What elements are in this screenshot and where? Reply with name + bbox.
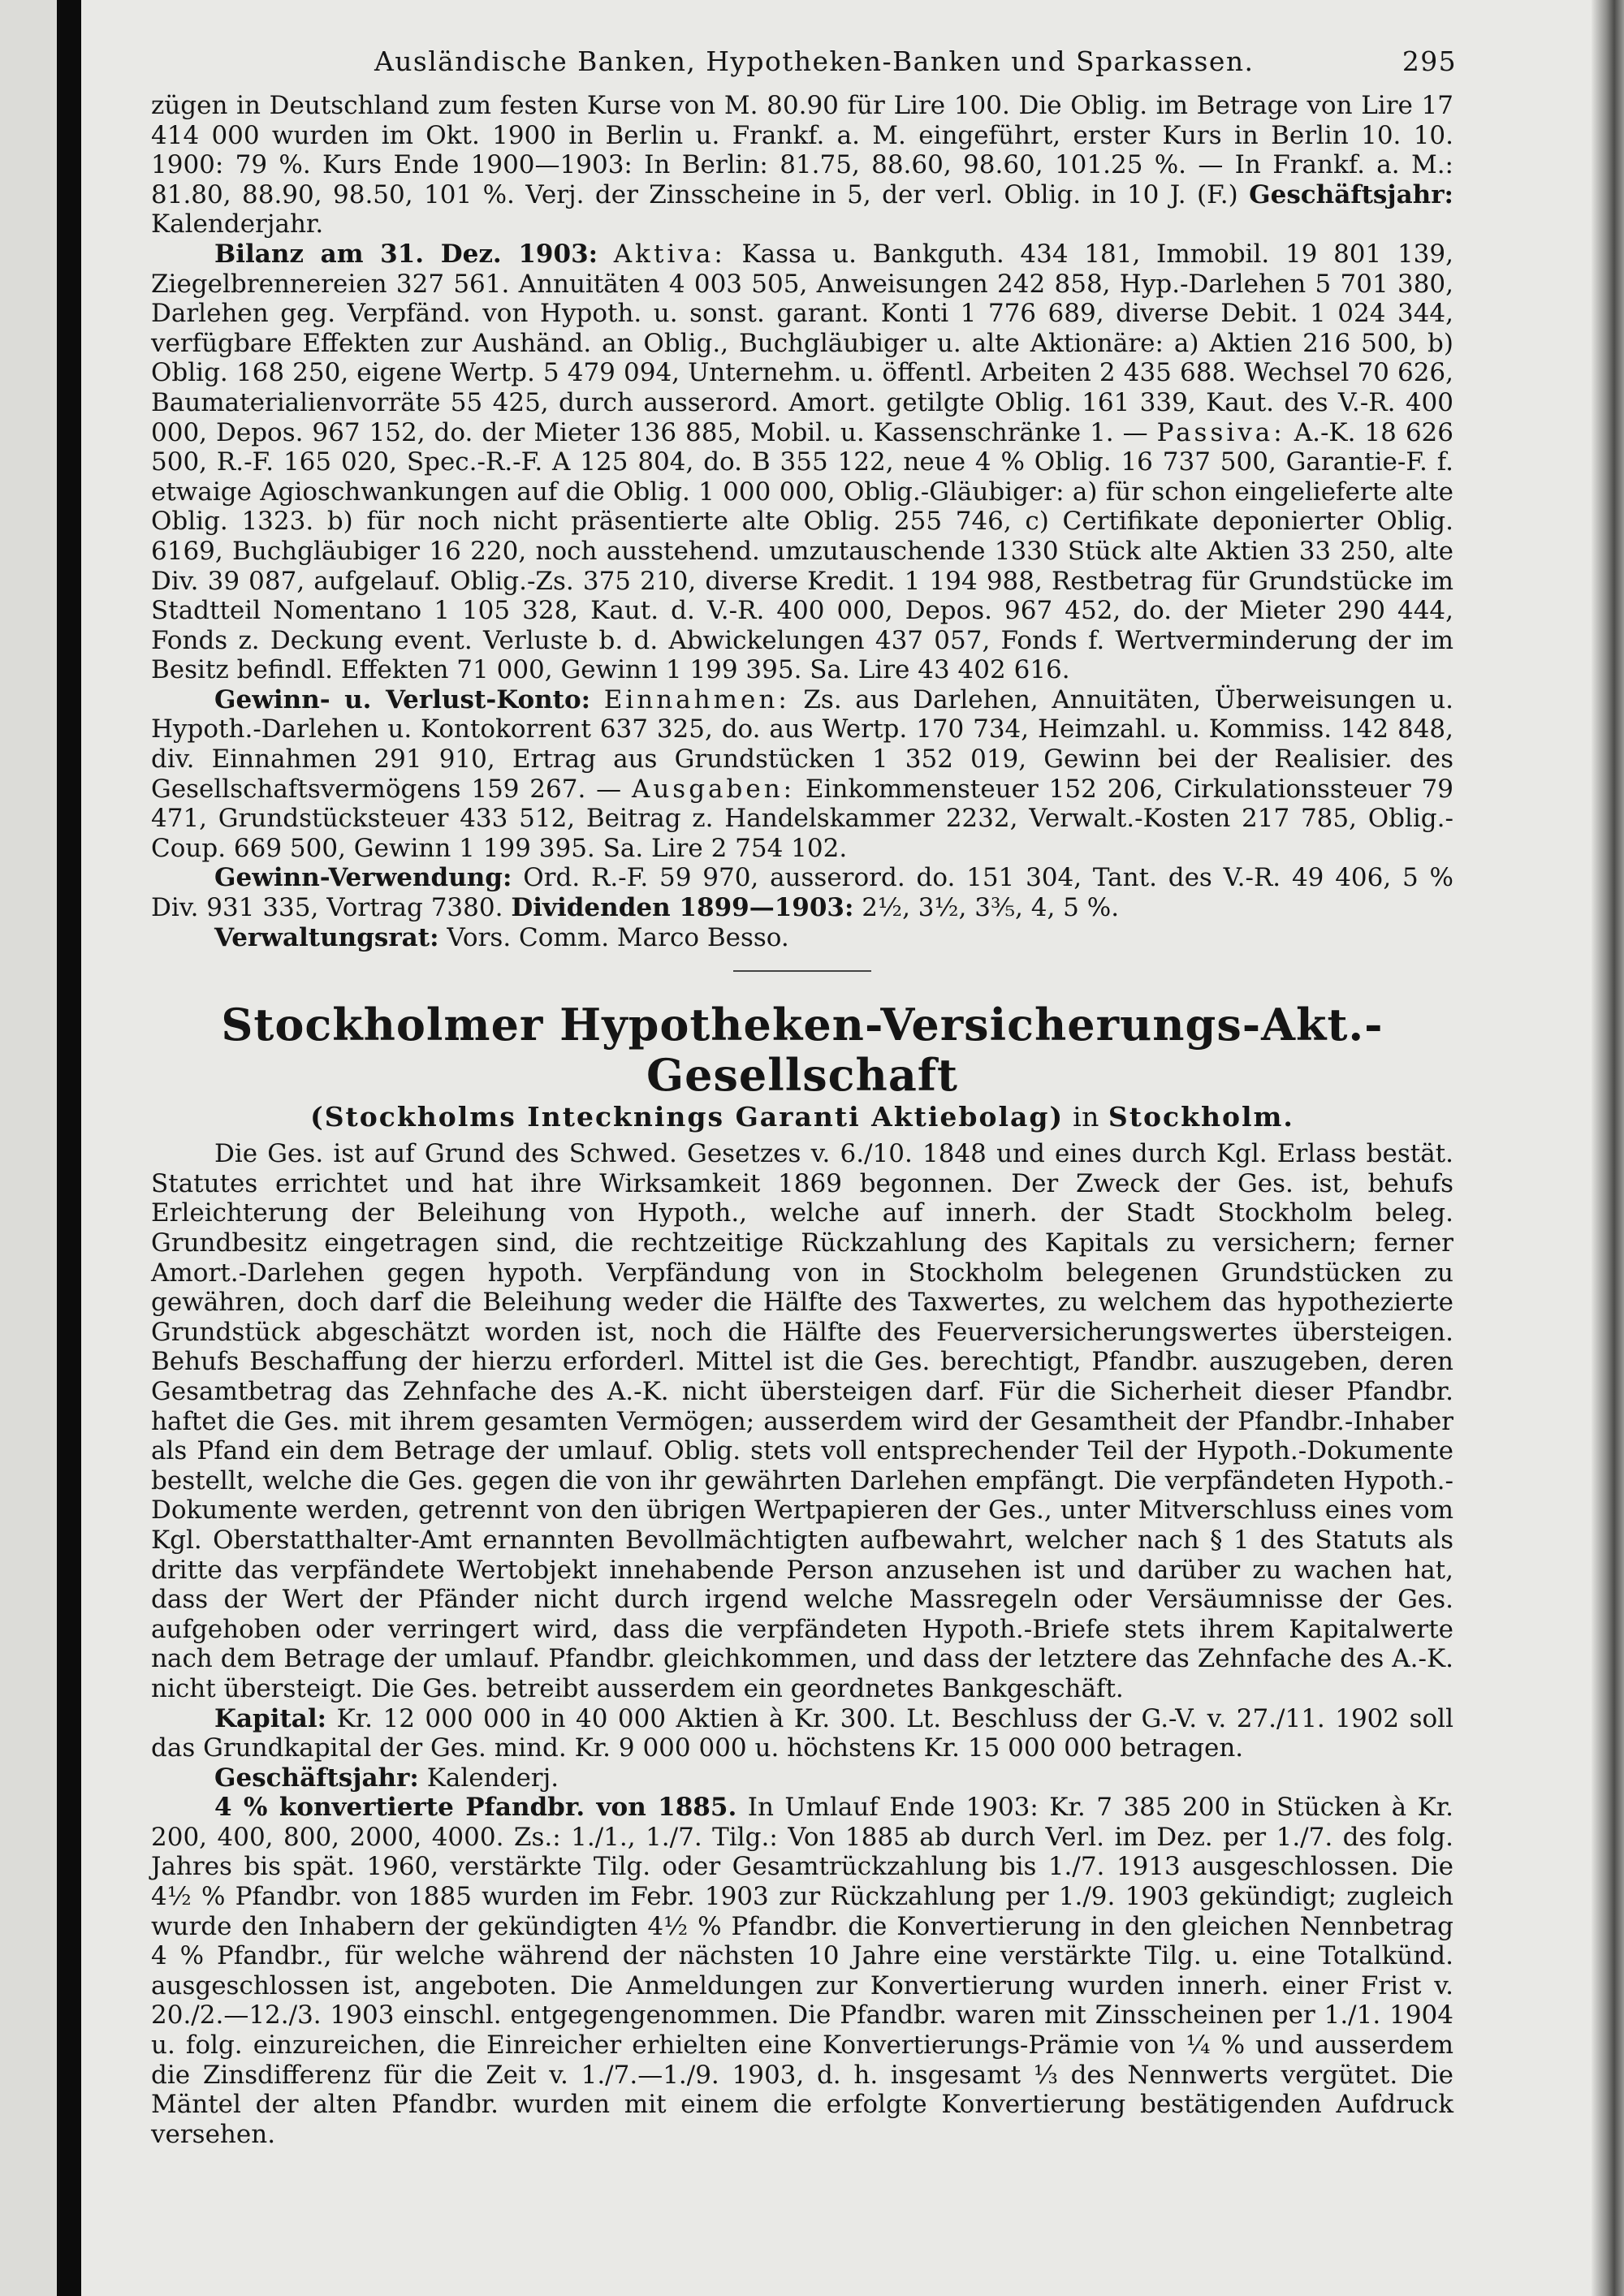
capital-paragraph: Kapital: Kr. 12 000 000 in 40 000 Aktien à Kr. 300. Lt. Beschluss der G.-V. v. 27./11. 1902 soll das Grundkapital der Ges. mind. Kr. 9 000 000 u. höchstens Kr. 15 000 000 betragen. bbox=[151, 1703, 1453, 1763]
capital-label: Kapital: bbox=[214, 1703, 327, 1733]
aktiva-label: Aktiva: bbox=[613, 239, 726, 269]
page-number: 295 bbox=[1402, 45, 1457, 77]
page-header bbox=[151, 45, 1457, 91]
book-gutter bbox=[57, 0, 81, 2296]
entry-italian-bank bbox=[151, 91, 1453, 952]
profit-loss-paragraph: Gewinn- u. Verlust-Konto: Einnahmen: Zs. aus Darlehen, Annuitäten, Überweisungen u. Hypoth.-Darlehen u. Kontokorrent 637 325, do. aus Wertp. 170 734, Heimzahl. u. Kommiss. 142 848, div. Einnahmen 291 910, Ertrag aus Grundstücken 1 352 019, Gewinn bei der Realisier. des Gesellschaftsvermögens 159 267. — Ausgaben: Einkommensteuer 152 206, Cirkulationssteuer 79 471, Grundstücksteuer 433 512, Beitrag z. Handelskammer 2232, Verwalt.-Kosten 217 785, Oblig.-Coup. 669 500, Gewinn 1 199 395. Sa. Lire 2 754 102. bbox=[151, 684, 1454, 863]
passiva-label: Passiva: bbox=[1156, 417, 1285, 447]
profit-loss-label: Gewinn- u. Verlust-Konto: bbox=[214, 684, 591, 714]
entry-stockholm-company bbox=[151, 999, 1453, 2149]
ausgaben-label: Ausgaben: bbox=[631, 774, 796, 804]
company-subtitle: (Stockholms Intecknings Garanti Aktiebolag) in Stockholm. bbox=[310, 1101, 1294, 1133]
einnahmen-label: Einnahmen: bbox=[603, 684, 790, 714]
running-head: Ausländische Banken, Hypotheken-Banken und Sparkassen. bbox=[374, 45, 1255, 77]
section-divider bbox=[733, 970, 871, 972]
fiscal-year-label: Geschäftsjahr: bbox=[214, 1763, 419, 1793]
fiscal-year-label: Geschäftsjahr: bbox=[1249, 179, 1453, 209]
fiscal-year-paragraph: Geschäftsjahr: Kalenderj. bbox=[214, 1763, 559, 1793]
balance-label: Bilanz am 31. Dez. 1903: bbox=[214, 239, 598, 269]
previous-page-edge bbox=[0, 0, 57, 2296]
bond-label: 4 % konvertierte Pfandbr. von 1885. bbox=[214, 1793, 737, 1823]
page-edge-shadow bbox=[1592, 0, 1624, 2296]
profit-use-label: Gewinn-Verwendung: bbox=[214, 863, 512, 893]
profit-use-paragraph: Gewinn-Verwendung: Ord. R.-F. 59 970, ausserord. do. 151 304, Tant. des V.-R. 49 406, 5 % Div. 931 335, Vortrag 7380. Dividenden 1899—1903: 2½, 3½, 3⅗, 4, 5 %. bbox=[151, 863, 1453, 923]
dividends-label: Dividenden 1899—1903: bbox=[511, 893, 854, 923]
fiscal-year-value: Kalenderjahr. bbox=[151, 209, 324, 240]
bond-paragraph: 4 % konvertierte Pfandbr. von 1885. In Umlauf Ende 1903: Kr. 7 385 200 in Stücken à Kr. 200, 400, 800, 2000, 4000. Zs.: 1./1., 1./7. Tilg.: Von 1885 ab durch Verl. im Dez. per 1./7. des folg. Jahres bis spät. 1960, verstärkte Tilg. oder Gesamtrückzahlung bis 1./7. 1913 ausgeschlossen. Die 4½ % Pfandbr. von 1885 wurden im Febr. 1903 zur Rückzahlung per 1./9. 1903 gekündigt; zugleich wurde den Inhabern der gekündigten 4½ % Pfandbr. die Konvertierung in den gleichen Nennbetrag 4 % Pfandbr., für welche während der nächsten 10 Jahre eine verstärkte Tilg. u. eine Totalkünd. ausgeschlossen ist, angeboten. Die Anmeldungen zur Konvertierung wurden innerh. einer Frist v. 20./2.—12./3. 1903 einschl. entgegengenommen. Die Pfandbr. waren mit Zinsscheinen per 1./1. 1904 u. folg. einzureichen, die Einreicher erhielten eine Konvertierungs-Prämie von ¼ % und ausserdem die Zinsdifferenz für die Zeit v. 1./7.—1./9. 1903, d. h. insgesamt ⅓ des Nennwerts vergütet. Die Mäntel der alten Pfandbr. wurden mit einem die erfolgte Konvertierung bestätigenden Aufdruck versehen. bbox=[151, 1793, 1454, 2149]
board-paragraph: Verwaltungsrat: Vors. Comm. Marco Besso. bbox=[214, 922, 789, 952]
balance-sheet-paragraph: Bilanz am 31. Dez. 1903: Aktiva: Kassa u. Bankguth. 434 181, Immobil. 19 801 139, Ziegelbrennereien 327 561. Annuitäten 4 003 505, Anweisungen 242 858, Hyp.-Darlehen 5 701 380, Darlehen geg. Verpfänd. von Hypoth. u. sonst. garant. Konti 1 776 689, diverse Debit. 1 024 344, verfügbare Effekten zur Aushänd. an Oblig., Buchgläubiger u. alte Aktionäre: a) Aktien 216 500, b) Oblig. 168 250, eigene Wertp. 5 479 094, Unternehm. u. öffentl. Arbeiten 2 435 688. Wechsel 70 626, Baumaterialienvorräte 55 425, durch ausserord. Amort. getilgte Oblig. 161 339, Kaut. des V.-R. 400 000, Depos. 967 152, do. der Mieter 136 885, Mobil. u. Kassenschränke 1. — Passiva: A.-K. 18 626 500, R.-F. 165 020, Spec.-R.-F. A 125 804, do. B 355 122, neue 4 % Oblig. 16 737 500, Garantie-F. f. etwaige Agioschwankungen auf die Oblig. 1 000 000, Oblig.-Gläubiger: a) für schon eingelieferte alte Oblig. 1323. b) für noch nicht präsentierte alte Oblig. 255 746, c) Certifikate deponierter Oblig. 6169, Buchgläubiger 16 220, noch ausstehend. umzutauschende 1330 Stück alte Aktien 33 250, alte Div. 39 087, aufgelauf. Oblig.-Zs. 375 210, diverse Kredit. 1 194 988, Restbetrag für Grundstücke im Stadtteil Nomentano 1 105 328, Kaut. d. V.-R. 400 000, Depos. 967 452, do. der Mieter 290 444, Fonds z. Deckung event. Verluste b. d. Abwickelungen 437 057, Fonds f. Wertverminderung der im Besitz befindl. Effekten 71 000, Gewinn 1 199 395. Sa. Lire 43 402 616. bbox=[151, 239, 1453, 685]
board-label: Verwaltungsrat: bbox=[214, 922, 439, 952]
company-description: Die Ges. ist auf Grund des Schwed. Gesetzes v. 6./10. 1848 und eines durch Kgl. Erlass bestät. Statutes errichtet und hat ihre Wirksamkeit 1869 begonnen. Der Zweck der Ges. ist, behufs Erleichterung der Beleihung von Hypoth., welche auf innerh. der Stadt Stockholm beleg. Grundbesitz eingetragen sind, die rechtzeitige Rückzahlung des Kapitals zu versichern; ferner Amort.-Darlehen gegen hypoth. Verpfändung von in Stockholm belegenen Grundstücken zu gewähren, doch darf die Beleihung weder die Hälfte des Taxwertes, zu welchem das hypothezierte Grundstück abgeschätzt worden ist, noch die Hälfte des Feuerversicherungswertes übersteigen. Behufs Beschaffung der hierzu erforderl. Mittel ist die Ges. berechtigt, Pfandbr. auszugeben, deren Gesamtbetrag das Zehnfache des A.-K. nicht übersteigen darf. Für die Sicherheit dieser Pfandbr. haftet die Ges. mit ihrem gesamten Vermögen; ausserdem wird der Gesamtheit der Pfandbr.-Inhaber als Pfand ein dem Betrage der umlauf. Oblig. stets voll entsprechender Teil der Hypoth.-Dokumente bestellt, welche die Ges. gegen die von ihr gewährten Darlehen empfängt. Die verpfändeten Hypoth.-Dokumente werden, getrennt von den übrigen Wertpapieren der Ges., unter Mitverschluss eines vom Kgl. Oberstatthalter-Amt ernannten Bevollmächtigten aufbewahrt, welcher nach § 1 des Statuts als dritte das verpfändete Wertobjekt innehabende Person anzusehen ist und darüber zu wachen hat, dass der Wert der Pfänder nicht durch irgend welche Massregeln oder Versäumnisse der Ges. aufgehoben oder verringert wird, dass die verpfändeten Hypoth.-Briefe stets ihrem Kapitalwerte nach dem Betrage der umlauf. Pfandbr. gleichkommen, und dass der letztere das Zehnfache des A.-K. nicht übersteigt. Die Ges. betreibt ausserdem ein geordnetes Bankgeschäft. bbox=[151, 1139, 1453, 1703]
company-title: Stockholmer Hypotheken-Versicherungs-Akt.-Gesellschaft bbox=[221, 999, 1384, 1102]
page-body bbox=[151, 45, 1457, 2149]
bond-listing-paragraph: zügen in Deutschland zum festen Kurse von M. 80.90 für Lire 100. Die Oblig. im Betrage von Lire 17 414 000 wurden im Okt. 1900 in Berlin u. Frankf. a. M. eingeführt, erster Kurs in Berlin 10. 10. 1900: 79 %. Kurs Ende 1900—1903: In Berlin: 81.75, 88.60, 98.60, 101.25 %. — In Frankf. a. M.: 81.80, 88.90, 98.50, 101 %. Verj. der Zinsscheine in 5, der verl. Oblig. in 10 J. (F.) Geschäftsjahr: Kalenderjahr. bbox=[151, 91, 1453, 240]
